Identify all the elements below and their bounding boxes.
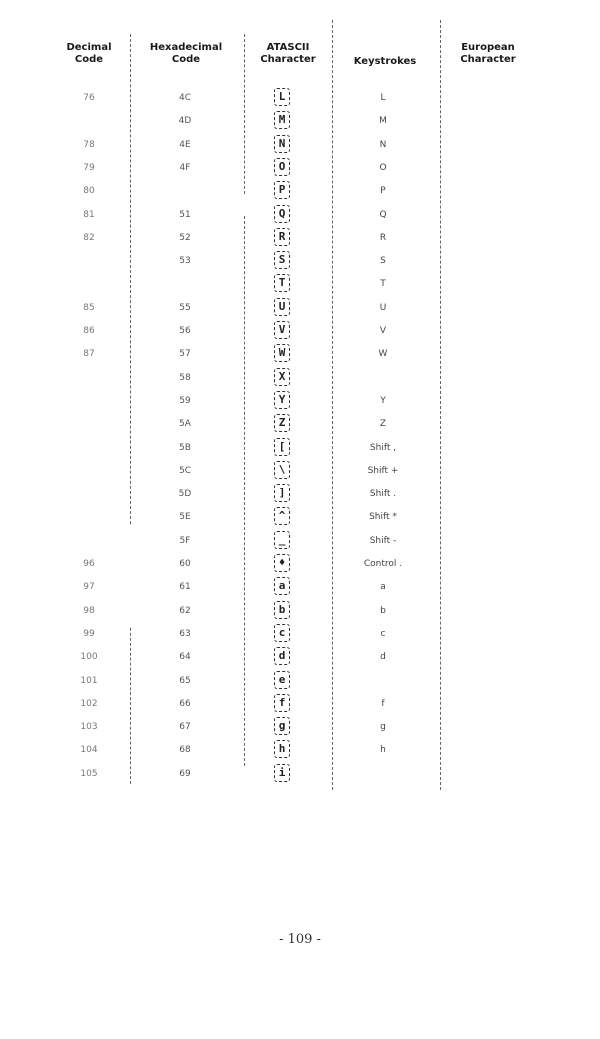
decimal-code-cell: 105 [80,768,98,779]
decimal-code-cell [60,463,118,479]
hex-code-cell: 52 [179,232,191,243]
keystroke-cell: Shift + [367,465,399,476]
hex-code-cell: 67 [179,722,191,733]
atascii-character-glyph: e [274,671,290,689]
table-row [0,482,600,506]
decimal-code-cell: 97 [83,582,95,593]
table-row [0,272,600,296]
atascii-character-glyph: P [274,181,290,199]
hex-code-cell: 68 [179,745,191,756]
table-row [0,529,600,553]
decimal-code-cell: 100 [80,652,98,663]
hex-code-cell: 59 [179,395,191,406]
keystroke-cell: Shift * [369,512,397,523]
atascii-character-glyph: ^ [274,507,290,525]
keystroke-cell: Z [379,419,387,430]
page-number: - 109 - [279,932,321,947]
table-row [0,715,600,739]
atascii-character-glyph: g [274,717,290,735]
atascii-character-glyph: ] [274,484,290,502]
atascii-character-glyph: a [274,577,290,595]
atascii-character-glyph: U [274,298,290,316]
keystroke-cell: R [379,232,387,243]
table-row [0,249,600,273]
decimal-code-cell: 80 [83,186,95,197]
atascii-character-glyph: V [274,321,290,339]
decimal-code-cell: 86 [83,326,95,336]
atascii-character-glyph: b [274,601,290,619]
keystroke-cell: a [380,582,386,593]
keystroke-cell: S [380,256,386,267]
hex-code-cell: 5C [178,465,191,476]
decimal-code-cell [60,533,118,549]
hex-code-cell: 64 [179,652,191,663]
keystroke-cell: f [381,698,385,709]
atascii-character-glyph: h [274,740,290,758]
atascii-character-glyph: M [274,111,290,129]
keystroke-cell: M [379,116,387,127]
decimal-code-cell [60,486,118,502]
table-row [0,109,600,133]
atascii-character-glyph: Y [274,391,290,409]
keystroke-cell: N [379,139,387,150]
table-row [0,133,600,157]
keystroke-cell: W [378,349,388,360]
hex-code-cell: 56 [179,326,191,336]
hex-code-cell: 5E [179,512,191,523]
table-row [0,412,600,436]
atascii-character-glyph: X [274,368,290,386]
keystroke-cell: Q [379,209,387,220]
table-row [0,389,600,413]
atascii-character-glyph: R [274,228,290,246]
table-row [0,575,600,599]
hex-code-cell: 4F [179,162,191,173]
table-row [0,296,600,320]
hex-code-cell: 58 [179,372,191,383]
atascii-character-glyph: N [274,135,290,153]
keystroke-cell: d [380,652,386,663]
decimal-code-cell: 102 [80,698,98,709]
table-row [0,459,600,483]
keystroke-cell [338,673,428,689]
hex-code-cell: 4D [178,116,192,127]
table-row [0,156,600,180]
hex-code-cell: 66 [179,698,191,709]
atascii-character-glyph: _ [274,531,290,549]
keystroke-cell: b [380,605,386,616]
hex-code-cell: 4C [178,93,191,103]
table-row [0,86,600,110]
keystroke-cell [338,766,428,782]
hex-code-cell: 53 [179,256,191,267]
hex-code-cell: 5B [179,442,191,453]
atascii-character-glyph: c [274,624,290,642]
table-row [0,319,600,343]
hex-code-cell [140,183,230,199]
decimal-code-cell: 101 [80,675,98,686]
hex-code-cell: 4E [179,139,191,150]
decimal-code-cell [60,440,118,456]
keystroke-cell: c [380,628,386,639]
decimal-code-cell [60,370,118,386]
atascii-character-glyph: \ [274,461,290,479]
keystroke-cell: Y [380,395,386,406]
header-decimal-code: Decimal Code [66,42,112,65]
table-row [0,762,600,786]
hex-code-cell: 5A [179,419,191,430]
atascii-character-glyph: Z [274,414,290,432]
keystroke-cell: Shift - [369,535,397,546]
keystroke-cell: Control . [363,559,403,569]
table-row [0,342,600,366]
decimal-code-cell: 103 [80,722,98,733]
decimal-code-cell [60,509,118,525]
atascii-character-glyph: f [274,694,290,712]
atascii-character-glyph: S [274,251,290,269]
header-atascii-character: ATASCII Character [260,42,316,65]
decimal-code-cell: 87 [83,349,95,360]
keystroke-cell: Shift , [369,442,397,453]
table-row [0,179,600,203]
keystroke-cell [338,370,428,386]
decimal-code-cell [60,276,118,292]
atascii-character-glyph: W [274,344,290,362]
table-row [0,203,600,227]
header-hexadecimal-code: Hexadecimal Code [149,42,223,65]
hex-code-cell [140,276,230,292]
hex-code-cell: 61 [179,582,191,593]
decimal-code-cell: 79 [83,162,95,173]
table-row [0,226,600,250]
keystroke-cell: h [380,745,386,756]
atascii-character-glyph: L [274,88,290,106]
table-row [0,622,600,646]
decimal-code-cell: 78 [83,139,95,150]
decimal-code-cell: 99 [83,628,95,639]
table-row [0,669,600,693]
hex-code-cell: 5F [179,535,191,546]
atascii-character-glyph: d [274,647,290,665]
decimal-code-cell [60,393,118,409]
atascii-character-glyph: O [274,158,290,176]
table-row [0,692,600,716]
hex-code-cell: 5D [178,489,192,500]
decimal-code-cell [60,113,118,129]
header-european-character: European Character [460,42,516,65]
table-row [0,552,600,576]
table-row [0,738,600,762]
table-row [0,599,600,623]
decimal-code-cell: 85 [83,302,95,313]
decimal-code-cell: 82 [83,232,95,243]
table-row [0,645,600,669]
hex-code-cell: 55 [179,302,191,313]
hex-code-cell: 69 [179,768,191,779]
hex-code-cell: 57 [179,349,191,360]
keystroke-cell: P [380,186,386,197]
keystroke-cell: U [379,302,387,313]
keystroke-cell: O [379,162,387,173]
decimal-code-cell: 76 [83,93,95,103]
atascii-character-glyph: ♦ [274,554,290,572]
decimal-code-cell: 96 [83,559,95,569]
table-row [0,505,600,529]
atascii-character-glyph: Q [274,205,290,223]
hex-code-cell: 51 [179,209,191,220]
decimal-code-cell [60,416,118,432]
decimal-code-cell [60,253,118,269]
header-keystrokes: Keystrokes [353,56,417,67]
atascii-character-glyph: T [274,274,290,292]
decimal-code-cell: 98 [83,605,95,616]
hex-code-cell: 60 [179,559,191,569]
hex-code-cell: 62 [179,605,191,616]
table-row [0,436,600,460]
decimal-code-cell: 81 [83,209,95,220]
keystroke-cell: V [379,326,387,336]
keystroke-cell: L [380,93,386,103]
hex-code-cell: 65 [179,675,191,686]
keystroke-cell: g [380,722,386,733]
atascii-character-glyph: i [274,764,290,782]
keystroke-cell: Shift . [369,489,397,500]
atascii-character-glyph: [ [274,438,290,456]
hex-code-cell: 63 [179,628,191,639]
table-row [0,366,600,390]
decimal-code-cell: 104 [80,745,98,756]
keystroke-cell: T [380,279,386,290]
